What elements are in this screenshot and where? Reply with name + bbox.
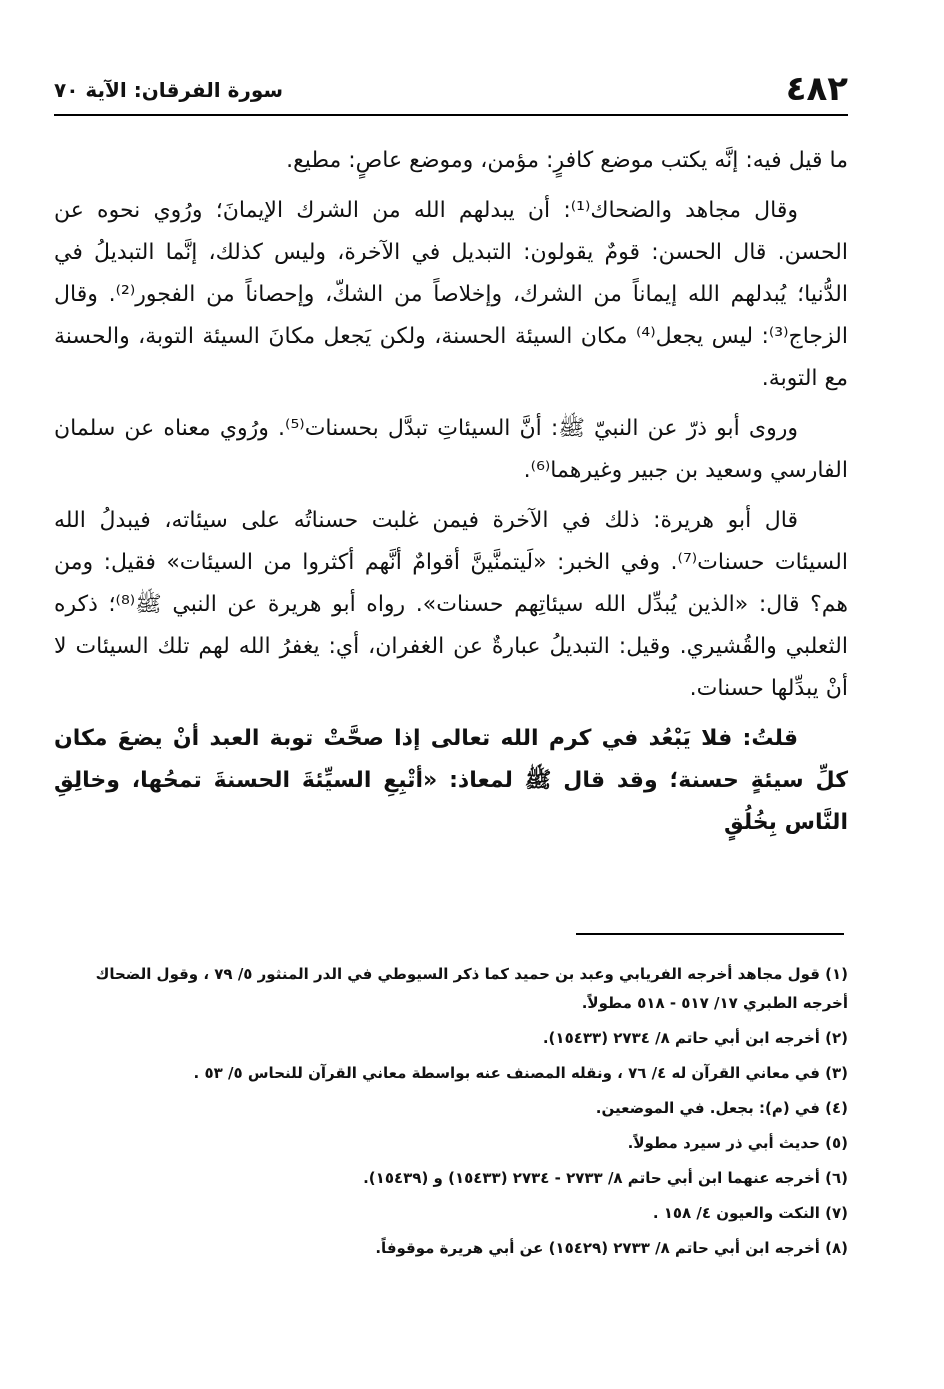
page-number: ٤٨٢ <box>785 69 848 109</box>
paragraph-2: وقال مجاهد والضحاك⁽¹⁾: أن يبدلهم الله من الشرك الإيمانَ؛ ورُوي نحوه عن الحسن. قال الحسن: قومٌ يقولون: التبديل في الآخرة، وليس كذلك، إنَّما التبديلُ في الدُّنيا؛ يُبدلهم الله إيماناً من الشرك، وإخلاصاً من الشكّ، وإحصاناً من الفجور⁽²⁾. وقال الزجاج⁽³⁾: ليس يجعل⁽⁴⁾ مكان السيئة الحسنة، ولكن يَجعل مكانَ السيئة التوبة، والحسنة مع التوبة. <box>54 198 849 391</box>
paragraph-1: ما قيل فيه: إنَّه يكتب موضع كافرٍ: مؤمن، وموضع عاصٍ: مطيع. <box>286 148 848 173</box>
paragraph-3: وروى أبو ذرّ عن النبيّ ﷺ: أنَّ السيئاتِ تبدَّل بحسنات⁽⁵⁾. ورُوي معناه عن سلمان الفارسي وسعيد بن جبير وغيرهما⁽⁶⁾. <box>54 416 848 483</box>
page-header <box>54 69 848 116</box>
footnote-divider <box>576 933 844 935</box>
running-title: سورة الفرقان: الآية ٧٠ <box>54 78 284 102</box>
footnotes <box>54 960 848 1269</box>
footnote-3: (٣) في معاني القرآن له ٤/ ٧٦ ، ونقله المصنف عنه بواسطة معاني القرآن للنحاس ٥/ ٥٣ . <box>193 1064 848 1082</box>
main-text <box>54 140 848 852</box>
footnote-2: (٢) أخرجه ابن أبي حاتم ٨/ ٢٧٣٤ (١٥٤٣٣). <box>542 1029 848 1047</box>
footnote-4: (٤) في (م): بجعل. في الموضعين. <box>595 1099 848 1117</box>
footnote-5: (٥) حديث أبي ذر سيرد مطولاً. <box>627 1134 848 1152</box>
paragraph-5: قلتُ: فلا يَبْعُد في كرم الله تعالى إذا صحَّتْ توبة العبد أنْ يضعَ مكان كلِّ سيئةٍ حسنة؛ وقد قال ﷺ لمعاذ: «أتْبِعِ السيِّئةَ الحسنةَ تمحُها، وخالِقِ النَّاس بِخُلُقٍ <box>54 726 848 835</box>
paragraph-4: قال أبو هريرة: ذلك في الآخرة فيمن غلبت حسناتُه على سيئاته، فيبدلُ الله السيئات حسنات⁽⁷⁾. وفي الخبر: «لَيتمنَّينَّ أقوامٌ أنَّهم أكثروا من السيئات» فقيل: ومن هم؟ قال: «الذين يُبدِّل الله سيئاتِهم حسنات». رواه أبو هريرة عن النبي ﷺ⁽⁸⁾؛ ذكره الثعلبي والقُشيري. وقيل: التبديلُ عبارةٌ عن الغفران، أي: يغفرُ الله لهم تلك السيئات لا أنْ يبدِّلها حسنات. <box>54 508 848 701</box>
footnote-1: (١) قول مجاهد أخرجه الفريابي وعبد بن حميد كما ذكر السيوطي في الدر المنثور ٥/ ٧٩ ، وقول الضحاك أخرجه الطبري ١٧/ ٥١٧ - ٥١٨ مطولاً. <box>95 965 848 1012</box>
footnote-7: (٧) النكت والعيون ٤/ ١٥٨ . <box>652 1204 848 1222</box>
footnote-6: (٦) أخرجه عنهما ابن أبي حاتم ٨/ ٢٧٣٣ - ٢٧٣٤ (١٥٤٣٣) و (١٥٤٣٩). <box>363 1169 848 1187</box>
footnote-8: (٨) أخرجه ابن أبي حاتم ٨/ ٢٧٣٣ (١٥٤٢٩) عن أبي هريرة موقوفاً. <box>375 1239 848 1257</box>
